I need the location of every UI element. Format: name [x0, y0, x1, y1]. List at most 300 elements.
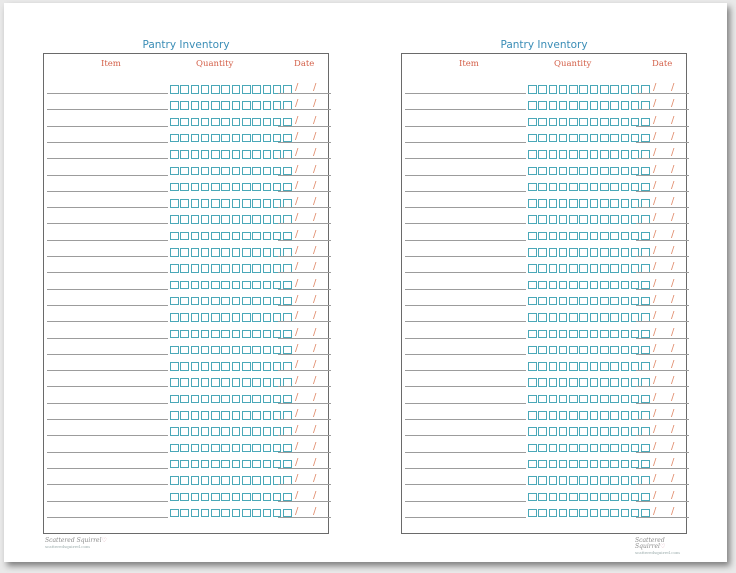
quantity-checkbox[interactable]	[590, 248, 599, 257]
item-write-line[interactable]	[405, 517, 526, 518]
quantity-checkbox[interactable]	[242, 378, 251, 387]
quantity-checkbox[interactable]	[538, 85, 547, 94]
quantity-checkbox[interactable]	[538, 264, 547, 273]
quantity-checkbox[interactable]	[600, 85, 609, 94]
quantity-checkbox[interactable]	[201, 411, 210, 420]
quantity-checkbox[interactable]	[201, 509, 210, 518]
quantity-checkbox[interactable]	[600, 313, 609, 322]
quantity-checkbox[interactable]	[180, 150, 189, 159]
quantity-checkbox[interactable]	[191, 134, 200, 143]
quantity-checkbox[interactable]	[191, 232, 200, 241]
quantity-checkbox[interactable]	[170, 134, 179, 143]
quantity-checkbox[interactable]	[621, 460, 630, 469]
quantity-checkbox[interactable]	[201, 313, 210, 322]
quantity-checkbox[interactable]	[559, 476, 568, 485]
quantity-checkbox[interactable]	[221, 378, 230, 387]
quantity-checkbox[interactable]	[600, 248, 609, 257]
quantity-checkbox[interactable]	[600, 460, 609, 469]
quantity-checkbox[interactable]	[621, 395, 630, 404]
quantity-checkbox[interactable]	[242, 183, 251, 192]
quantity-checkbox[interactable]	[180, 346, 189, 355]
quantity-checkbox[interactable]	[221, 167, 230, 176]
quantity-checkbox[interactable]	[528, 427, 537, 436]
quantity-checkbox[interactable]	[221, 493, 230, 502]
quantity-checkbox[interactable]	[263, 346, 272, 355]
quantity-checkbox[interactable]	[191, 297, 200, 306]
quantity-checkbox[interactable]	[621, 199, 630, 208]
quantity-checkbox[interactable]	[242, 460, 251, 469]
quantity-checkbox[interactable]	[538, 281, 547, 290]
quantity-checkbox[interactable]	[538, 199, 547, 208]
quantity-checkbox[interactable]	[538, 427, 547, 436]
quantity-checkbox[interactable]	[232, 167, 241, 176]
quantity-checkbox[interactable]	[528, 281, 537, 290]
quantity-checkbox[interactable]	[232, 395, 241, 404]
quantity-checkbox[interactable]	[201, 493, 210, 502]
quantity-checkbox[interactable]	[600, 444, 609, 453]
quantity-checkbox[interactable]	[180, 427, 189, 436]
quantity-checkbox[interactable]	[191, 460, 200, 469]
quantity-checkbox[interactable]	[528, 509, 537, 518]
quantity-checkbox[interactable]	[610, 476, 619, 485]
quantity-checkbox[interactable]	[252, 330, 261, 339]
quantity-checkbox[interactable]	[538, 183, 547, 192]
quantity-checkbox[interactable]	[610, 199, 619, 208]
quantity-checkbox[interactable]	[232, 444, 241, 453]
quantity-checkbox[interactable]	[569, 232, 578, 241]
quantity-checkbox[interactable]	[559, 248, 568, 257]
quantity-checkbox[interactable]	[538, 378, 547, 387]
quantity-checkbox[interactable]	[538, 167, 547, 176]
quantity-checkbox[interactable]	[569, 297, 578, 306]
quantity-checkbox[interactable]	[232, 297, 241, 306]
quantity-checkbox[interactable]	[170, 493, 179, 502]
quantity-checkbox[interactable]	[549, 118, 558, 127]
quantity-checkbox[interactable]	[610, 411, 619, 420]
quantity-checkbox[interactable]	[201, 118, 210, 127]
quantity-checkbox[interactable]	[579, 493, 588, 502]
quantity-checkbox[interactable]	[263, 101, 272, 110]
quantity-checkbox[interactable]	[170, 395, 179, 404]
quantity-checkbox[interactable]	[600, 215, 609, 224]
quantity-checkbox[interactable]	[170, 215, 179, 224]
quantity-checkbox[interactable]	[191, 101, 200, 110]
quantity-checkbox[interactable]	[170, 183, 179, 192]
quantity-checkbox[interactable]	[221, 313, 230, 322]
quantity-checkbox[interactable]	[549, 167, 558, 176]
quantity-checkbox[interactable]	[170, 313, 179, 322]
quantity-checkbox[interactable]	[621, 85, 630, 94]
quantity-checkbox[interactable]	[211, 183, 220, 192]
quantity-checkbox[interactable]	[232, 493, 241, 502]
quantity-checkbox[interactable]	[211, 199, 220, 208]
quantity-checkbox[interactable]	[600, 362, 609, 371]
quantity-checkbox[interactable]	[579, 297, 588, 306]
quantity-checkbox[interactable]	[232, 411, 241, 420]
quantity-checkbox[interactable]	[590, 378, 599, 387]
quantity-checkbox[interactable]	[252, 509, 261, 518]
quantity-checkbox[interactable]	[549, 411, 558, 420]
quantity-checkbox[interactable]	[549, 150, 558, 159]
quantity-checkbox[interactable]	[610, 362, 619, 371]
quantity-checkbox[interactable]	[600, 346, 609, 355]
quantity-checkbox[interactable]	[600, 118, 609, 127]
quantity-checkbox[interactable]	[569, 101, 578, 110]
quantity-checkbox[interactable]	[191, 330, 200, 339]
quantity-checkbox[interactable]	[242, 395, 251, 404]
quantity-checkbox[interactable]	[211, 411, 220, 420]
quantity-checkbox[interactable]	[232, 134, 241, 143]
quantity-checkbox[interactable]	[170, 509, 179, 518]
quantity-checkbox[interactable]	[252, 248, 261, 257]
quantity-checkbox[interactable]	[600, 183, 609, 192]
quantity-checkbox[interactable]	[590, 444, 599, 453]
quantity-checkbox[interactable]	[180, 134, 189, 143]
quantity-checkbox[interactable]	[252, 362, 261, 371]
quantity-checkbox[interactable]	[180, 101, 189, 110]
quantity-checkbox[interactable]	[221, 281, 230, 290]
quantity-checkbox[interactable]	[252, 460, 261, 469]
quantity-checkbox[interactable]	[201, 232, 210, 241]
quantity-checkbox[interactable]	[221, 411, 230, 420]
quantity-checkbox[interactable]	[252, 411, 261, 420]
quantity-checkbox[interactable]	[559, 199, 568, 208]
quantity-checkbox[interactable]	[610, 85, 619, 94]
quantity-checkbox[interactable]	[221, 183, 230, 192]
quantity-checkbox[interactable]	[579, 85, 588, 94]
quantity-checkbox[interactable]	[610, 313, 619, 322]
quantity-checkbox[interactable]	[559, 281, 568, 290]
quantity-checkbox[interactable]	[600, 427, 609, 436]
quantity-checkbox[interactable]	[610, 460, 619, 469]
quantity-checkbox[interactable]	[263, 85, 272, 94]
quantity-checkbox[interactable]	[590, 281, 599, 290]
quantity-checkbox[interactable]	[621, 232, 630, 241]
quantity-checkbox[interactable]	[180, 444, 189, 453]
quantity-checkbox[interactable]	[621, 476, 630, 485]
quantity-checkbox[interactable]	[569, 281, 578, 290]
quantity-checkbox[interactable]	[600, 232, 609, 241]
quantity-checkbox[interactable]	[191, 444, 200, 453]
quantity-checkbox[interactable]	[211, 232, 220, 241]
quantity-checkbox[interactable]	[528, 476, 537, 485]
quantity-checkbox[interactable]	[621, 444, 630, 453]
quantity-checkbox[interactable]	[263, 215, 272, 224]
quantity-checkbox[interactable]	[252, 395, 261, 404]
quantity-checkbox[interactable]	[621, 493, 630, 502]
quantity-checkbox[interactable]	[528, 493, 537, 502]
quantity-checkbox[interactable]	[201, 248, 210, 257]
quantity-checkbox[interactable]	[221, 101, 230, 110]
quantity-checkbox[interactable]	[569, 118, 578, 127]
quantity-checkbox[interactable]	[600, 476, 609, 485]
quantity-checkbox[interactable]	[170, 330, 179, 339]
quantity-checkbox[interactable]	[559, 101, 568, 110]
quantity-checkbox[interactable]	[221, 264, 230, 273]
quantity-checkbox[interactable]	[232, 476, 241, 485]
quantity-checkbox[interactable]	[201, 167, 210, 176]
quantity-checkbox[interactable]	[600, 395, 609, 404]
quantity-checkbox[interactable]	[610, 118, 619, 127]
quantity-checkbox[interactable]	[252, 346, 261, 355]
quantity-checkbox[interactable]	[621, 411, 630, 420]
quantity-checkbox[interactable]	[221, 460, 230, 469]
quantity-checkbox[interactable]	[232, 281, 241, 290]
quantity-checkbox[interactable]	[610, 150, 619, 159]
quantity-checkbox[interactable]	[569, 362, 578, 371]
quantity-checkbox[interactable]	[590, 493, 599, 502]
quantity-checkbox[interactable]	[252, 118, 261, 127]
quantity-checkbox[interactable]	[252, 444, 261, 453]
quantity-checkbox[interactable]	[610, 281, 619, 290]
quantity-checkbox[interactable]	[528, 215, 537, 224]
quantity-checkbox[interactable]	[621, 281, 630, 290]
quantity-checkbox[interactable]	[242, 493, 251, 502]
quantity-checkbox[interactable]	[180, 85, 189, 94]
quantity-checkbox[interactable]	[170, 444, 179, 453]
quantity-checkbox[interactable]	[549, 476, 558, 485]
quantity-checkbox[interactable]	[252, 183, 261, 192]
quantity-checkbox[interactable]	[590, 85, 599, 94]
quantity-checkbox[interactable]	[569, 378, 578, 387]
quantity-checkbox[interactable]	[242, 248, 251, 257]
quantity-checkbox[interactable]	[221, 215, 230, 224]
quantity-checkbox[interactable]	[221, 395, 230, 404]
quantity-checkbox[interactable]	[170, 427, 179, 436]
quantity-checkbox[interactable]	[263, 313, 272, 322]
quantity-checkbox[interactable]	[610, 378, 619, 387]
quantity-checkbox[interactable]	[538, 476, 547, 485]
quantity-checkbox[interactable]	[590, 313, 599, 322]
quantity-checkbox[interactable]	[263, 509, 272, 518]
quantity-checkbox[interactable]	[590, 215, 599, 224]
quantity-checkbox[interactable]	[559, 395, 568, 404]
quantity-checkbox[interactable]	[538, 215, 547, 224]
quantity-checkbox[interactable]	[610, 509, 619, 518]
quantity-checkbox[interactable]	[590, 134, 599, 143]
quantity-checkbox[interactable]	[621, 378, 630, 387]
quantity-checkbox[interactable]	[538, 313, 547, 322]
quantity-checkbox[interactable]	[549, 232, 558, 241]
quantity-checkbox[interactable]	[528, 232, 537, 241]
quantity-checkbox[interactable]	[232, 85, 241, 94]
quantity-checkbox[interactable]	[191, 215, 200, 224]
quantity-checkbox[interactable]	[201, 444, 210, 453]
quantity-checkbox[interactable]	[621, 183, 630, 192]
quantity-checkbox[interactable]	[579, 509, 588, 518]
quantity-checkbox[interactable]	[180, 199, 189, 208]
quantity-checkbox[interactable]	[201, 362, 210, 371]
quantity-checkbox[interactable]	[559, 362, 568, 371]
quantity-checkbox[interactable]	[610, 493, 619, 502]
quantity-checkbox[interactable]	[559, 85, 568, 94]
quantity-checkbox[interactable]	[538, 101, 547, 110]
quantity-checkbox[interactable]	[263, 427, 272, 436]
quantity-checkbox[interactable]	[242, 199, 251, 208]
quantity-checkbox[interactable]	[232, 118, 241, 127]
quantity-checkbox[interactable]	[263, 297, 272, 306]
quantity-checkbox[interactable]	[191, 199, 200, 208]
quantity-checkbox[interactable]	[180, 183, 189, 192]
quantity-checkbox[interactable]	[579, 330, 588, 339]
quantity-checkbox[interactable]	[590, 509, 599, 518]
quantity-checkbox[interactable]	[252, 150, 261, 159]
quantity-checkbox[interactable]	[252, 427, 261, 436]
quantity-checkbox[interactable]	[242, 150, 251, 159]
quantity-checkbox[interactable]	[263, 150, 272, 159]
quantity-checkbox[interactable]	[232, 362, 241, 371]
quantity-checkbox[interactable]	[569, 264, 578, 273]
quantity-checkbox[interactable]	[559, 378, 568, 387]
quantity-checkbox[interactable]	[579, 444, 588, 453]
quantity-checkbox[interactable]	[590, 232, 599, 241]
quantity-checkbox[interactable]	[180, 248, 189, 257]
quantity-checkbox[interactable]	[549, 85, 558, 94]
quantity-checkbox[interactable]	[201, 330, 210, 339]
quantity-checkbox[interactable]	[610, 395, 619, 404]
quantity-checkbox[interactable]	[180, 215, 189, 224]
quantity-checkbox[interactable]	[232, 313, 241, 322]
quantity-checkbox[interactable]	[569, 313, 578, 322]
quantity-checkbox[interactable]	[579, 346, 588, 355]
quantity-checkbox[interactable]	[201, 395, 210, 404]
quantity-checkbox[interactable]	[221, 330, 230, 339]
quantity-checkbox[interactable]	[610, 167, 619, 176]
quantity-checkbox[interactable]	[191, 362, 200, 371]
quantity-checkbox[interactable]	[232, 264, 241, 273]
quantity-checkbox[interactable]	[211, 509, 220, 518]
quantity-checkbox[interactable]	[579, 232, 588, 241]
quantity-checkbox[interactable]	[579, 118, 588, 127]
quantity-checkbox[interactable]	[180, 297, 189, 306]
quantity-checkbox[interactable]	[559, 460, 568, 469]
quantity-checkbox[interactable]	[201, 476, 210, 485]
quantity-checkbox[interactable]	[180, 362, 189, 371]
quantity-checkbox[interactable]	[621, 150, 630, 159]
quantity-checkbox[interactable]	[263, 411, 272, 420]
quantity-checkbox[interactable]	[263, 118, 272, 127]
quantity-checkbox[interactable]	[201, 85, 210, 94]
quantity-checkbox[interactable]	[600, 199, 609, 208]
quantity-checkbox[interactable]	[610, 183, 619, 192]
quantity-checkbox[interactable]	[610, 346, 619, 355]
quantity-checkbox[interactable]	[569, 183, 578, 192]
quantity-checkbox[interactable]	[242, 313, 251, 322]
quantity-checkbox[interactable]	[201, 297, 210, 306]
quantity-checkbox[interactable]	[252, 167, 261, 176]
quantity-checkbox[interactable]	[170, 476, 179, 485]
quantity-checkbox[interactable]	[579, 150, 588, 159]
quantity-checkbox[interactable]	[211, 297, 220, 306]
quantity-checkbox[interactable]	[538, 150, 547, 159]
quantity-checkbox[interactable]	[232, 427, 241, 436]
quantity-checkbox[interactable]	[221, 85, 230, 94]
quantity-checkbox[interactable]	[242, 101, 251, 110]
quantity-checkbox[interactable]	[221, 476, 230, 485]
quantity-checkbox[interactable]	[180, 460, 189, 469]
quantity-checkbox[interactable]	[528, 264, 537, 273]
quantity-checkbox[interactable]	[610, 215, 619, 224]
quantity-checkbox[interactable]	[201, 150, 210, 159]
quantity-checkbox[interactable]	[600, 509, 609, 518]
quantity-checkbox[interactable]	[263, 232, 272, 241]
quantity-checkbox[interactable]	[191, 493, 200, 502]
quantity-checkbox[interactable]	[538, 362, 547, 371]
quantity-checkbox[interactable]	[610, 297, 619, 306]
quantity-checkbox[interactable]	[263, 330, 272, 339]
quantity-checkbox[interactable]	[201, 101, 210, 110]
quantity-checkbox[interactable]	[621, 362, 630, 371]
quantity-checkbox[interactable]	[170, 264, 179, 273]
quantity-checkbox[interactable]	[221, 150, 230, 159]
quantity-checkbox[interactable]	[201, 460, 210, 469]
quantity-checkbox[interactable]	[252, 101, 261, 110]
quantity-checkbox[interactable]	[252, 313, 261, 322]
quantity-checkbox[interactable]	[538, 411, 547, 420]
quantity-checkbox[interactable]	[549, 101, 558, 110]
quantity-checkbox[interactable]	[538, 460, 547, 469]
quantity-checkbox[interactable]	[579, 411, 588, 420]
quantity-checkbox[interactable]	[621, 118, 630, 127]
quantity-checkbox[interactable]	[221, 297, 230, 306]
quantity-checkbox[interactable]	[569, 199, 578, 208]
quantity-checkbox[interactable]	[579, 476, 588, 485]
quantity-checkbox[interactable]	[569, 346, 578, 355]
quantity-checkbox[interactable]	[590, 476, 599, 485]
quantity-checkbox[interactable]	[191, 248, 200, 257]
quantity-checkbox[interactable]	[569, 215, 578, 224]
quantity-checkbox[interactable]	[538, 346, 547, 355]
quantity-checkbox[interactable]	[559, 297, 568, 306]
quantity-checkbox[interactable]	[170, 281, 179, 290]
quantity-checkbox[interactable]	[528, 101, 537, 110]
quantity-checkbox[interactable]	[590, 346, 599, 355]
quantity-checkbox[interactable]	[180, 411, 189, 420]
quantity-checkbox[interactable]	[263, 395, 272, 404]
quantity-checkbox[interactable]	[170, 297, 179, 306]
quantity-checkbox[interactable]	[549, 395, 558, 404]
quantity-checkbox[interactable]	[242, 476, 251, 485]
quantity-checkbox[interactable]	[549, 248, 558, 257]
quantity-checkbox[interactable]	[242, 346, 251, 355]
quantity-checkbox[interactable]	[263, 460, 272, 469]
quantity-checkbox[interactable]	[621, 330, 630, 339]
quantity-checkbox[interactable]	[549, 346, 558, 355]
quantity-checkbox[interactable]	[549, 330, 558, 339]
quantity-checkbox[interactable]	[569, 167, 578, 176]
quantity-checkbox[interactable]	[211, 330, 220, 339]
quantity-checkbox[interactable]	[221, 248, 230, 257]
quantity-checkbox[interactable]	[600, 493, 609, 502]
quantity-checkbox[interactable]	[242, 297, 251, 306]
quantity-checkbox[interactable]	[191, 411, 200, 420]
quantity-checkbox[interactable]	[242, 167, 251, 176]
quantity-checkbox[interactable]	[579, 362, 588, 371]
quantity-checkbox[interactable]	[621, 297, 630, 306]
quantity-checkbox[interactable]	[211, 476, 220, 485]
quantity-checkbox[interactable]	[528, 150, 537, 159]
quantity-checkbox[interactable]	[569, 493, 578, 502]
quantity-checkbox[interactable]	[621, 427, 630, 436]
quantity-checkbox[interactable]	[569, 134, 578, 143]
quantity-checkbox[interactable]	[549, 460, 558, 469]
quantity-checkbox[interactable]	[559, 411, 568, 420]
quantity-checkbox[interactable]	[549, 134, 558, 143]
quantity-checkbox[interactable]	[180, 395, 189, 404]
quantity-checkbox[interactable]	[600, 150, 609, 159]
quantity-checkbox[interactable]	[263, 248, 272, 257]
quantity-checkbox[interactable]	[211, 427, 220, 436]
